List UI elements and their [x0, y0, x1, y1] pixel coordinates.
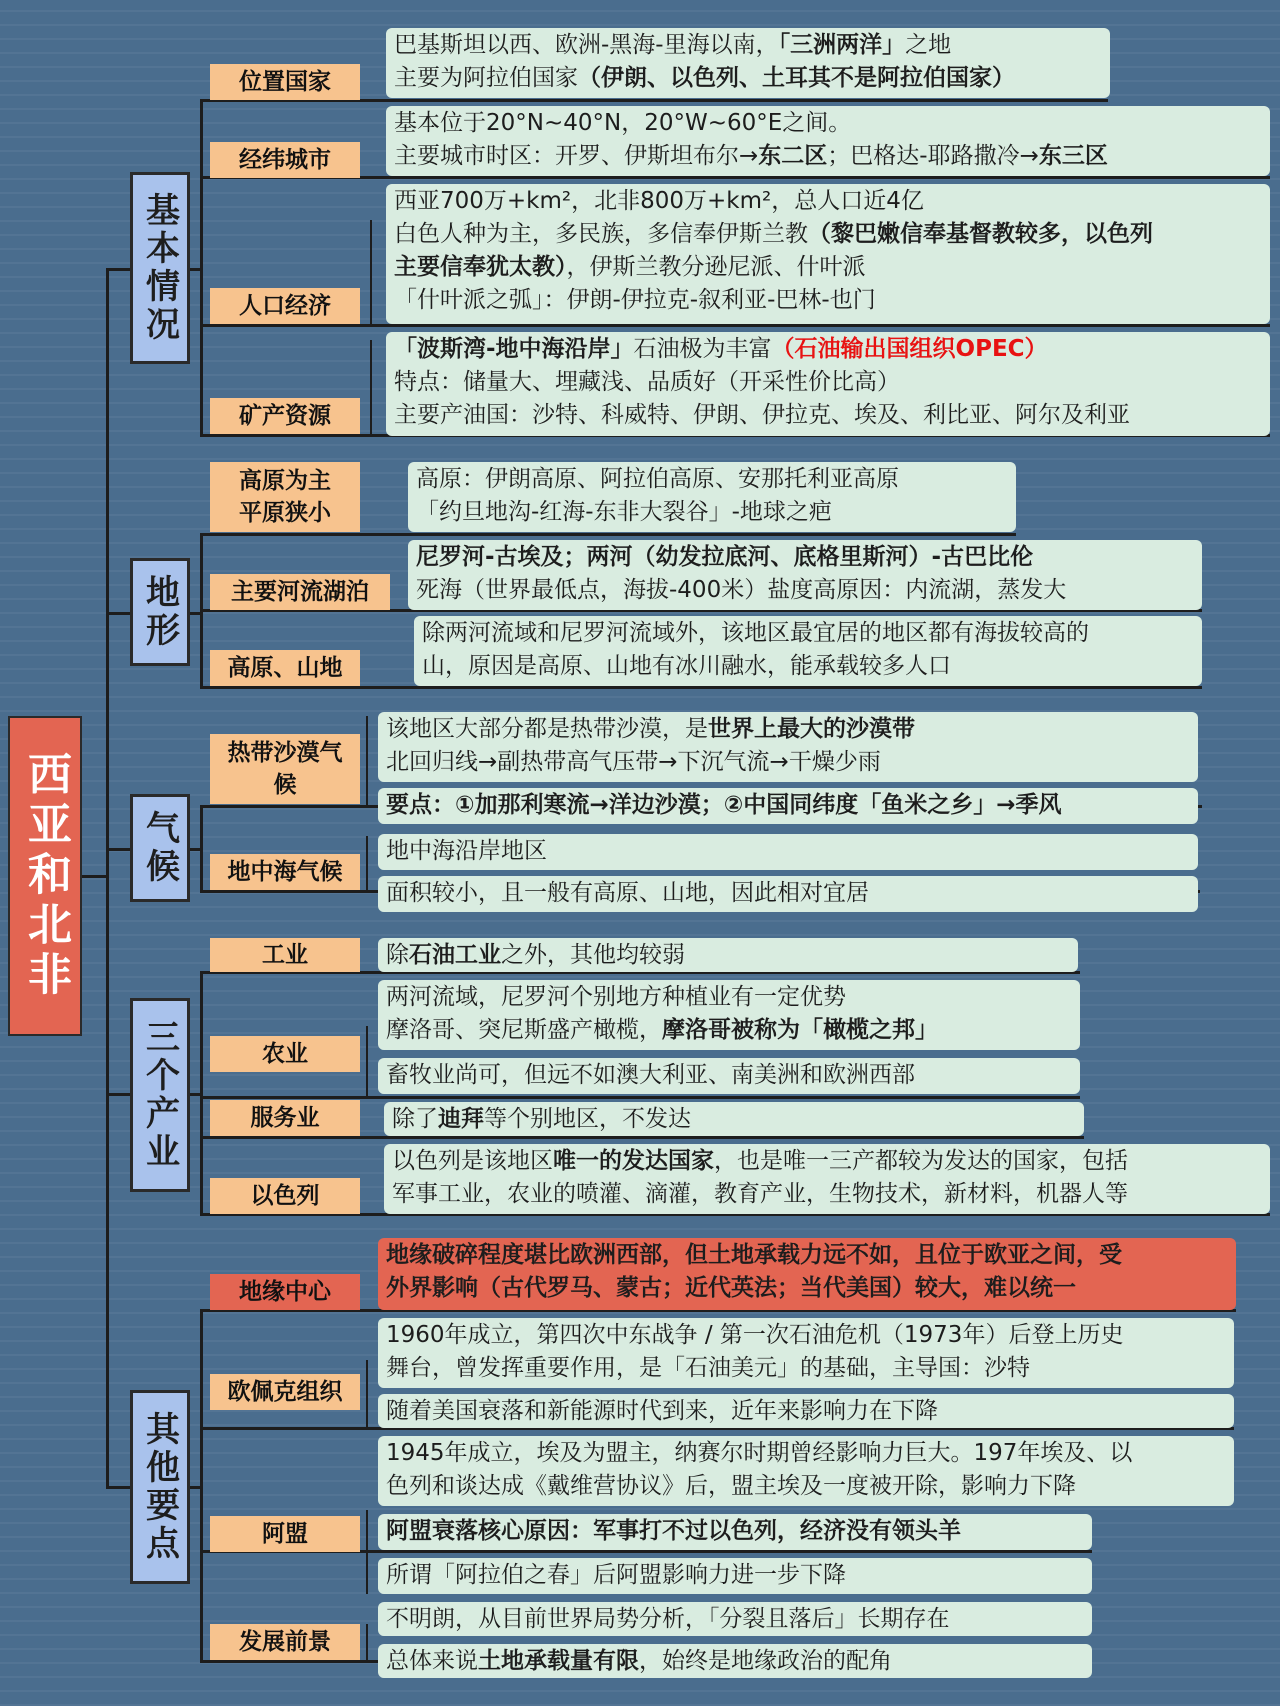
sub-desert-line-1: 热带沙漠气	[227, 740, 343, 766]
sub-israel: 以色列	[210, 1178, 360, 1214]
leaf-minerals-line-2: 特点：储量大、埋藏浅、品质好（开采性价比高）	[394, 369, 900, 395]
leaf-stem-opec	[366, 1360, 368, 1430]
leaf-population-line-2: 白色人种为主，多民族，多信奉伊斯兰教（黎巴嫩信奉基督教较多，以色列	[394, 221, 1153, 247]
leaf-outlook-summary-line: 总体来说土地承载量有限，始终是地缘政治的配角	[386, 1648, 892, 1674]
leaf-israel	[384, 1144, 1270, 1214]
sub-population: 人口经济	[210, 288, 360, 324]
leaf-population-line-4: 「什叶派之弧」：伊朗-伊拉克-叙利亚-巴林-也门	[394, 287, 876, 313]
leaf-highlands-line-1: 除两河流域和尼罗河流域外，该地区最宜居的地区都有海拔较高的	[422, 620, 1089, 646]
sub-rivers: 主要河流湖泊	[210, 574, 390, 610]
sub-geopolitics: 地缘中心	[210, 1274, 360, 1310]
underline-highlands	[200, 686, 1202, 689]
leaf-opec-history	[378, 1318, 1234, 1388]
section-climate: 气候	[130, 794, 190, 902]
leaf-location-line-1: 巴基斯坦以西、欧洲-黑海-里海以南，「三洲两洋」之地	[394, 32, 952, 58]
leaf-desert-line-1: 该地区大部分都是热带沙漠，是世界上最大的沙漠带	[386, 716, 915, 742]
leaf-highlands-line-2: 山，原因是高原、山地有冰川融水，能承载较多人口	[422, 653, 951, 679]
sub-location: 位置国家	[210, 64, 360, 100]
section-other: 其他要点	[130, 1390, 190, 1584]
leaf-service-line: 除了迪拜等个别地区，不发达	[392, 1106, 691, 1132]
root-trunk	[106, 270, 109, 1488]
underline-population	[200, 324, 1270, 327]
branch-basic	[106, 268, 132, 271]
leaf-minerals-line-1: 「波斯湾-地中海沿岸」石油极为丰富（石油输出国组织OPEC）	[394, 336, 1048, 362]
leaf-livestock-line: 畜牧业尚可，但远不如澳大利亚、南美洲和欧洲西部	[386, 1062, 915, 1088]
leaf-outlook-summary	[378, 1644, 1092, 1678]
leaf-population-line-1: 西亚700万+km²，北非800万+km²，总人口近4亿	[394, 188, 924, 214]
leaf-arab-cause	[378, 1514, 1092, 1550]
branch-climate	[106, 848, 132, 851]
leaf-location-line-2: 主要为阿拉伯国家（伊朗、以色列、土耳其不是阿拉伯国家）	[394, 65, 1015, 91]
leaf-secondary	[378, 938, 1078, 972]
leaf-location	[386, 28, 1110, 98]
leaf-arab-cause-line: 阿盟衰落核心原因：军事打不过以色列，经济没有领头羊	[386, 1518, 961, 1544]
sub-outlook: 发展前景	[210, 1624, 360, 1660]
leaf-mediterranean-region	[378, 834, 1198, 870]
leaf-agriculture	[378, 980, 1080, 1050]
leaf-stem-arab	[366, 1510, 368, 1594]
underline-plateau	[200, 533, 1016, 536]
sub-plateau-line-2: 平原狭小	[239, 500, 331, 526]
leaf-desert	[378, 712, 1198, 782]
sub-mediterranean: 地中海气候	[210, 854, 360, 890]
leaf-arab-spring-line: 所谓「阿拉伯之春」后阿盟影响力进一步下降	[386, 1562, 846, 1588]
leaf-opec-history-line-2: 舞台，曾发挥重要作用，是「石油美元」的基础，主导国：沙特	[386, 1355, 1030, 1381]
leaf-geopolitics-line-2: 外界影响（古代罗马、蒙古；近代英法；当代美国）较大，难以统一	[386, 1275, 1076, 1301]
leaf-mediterranean-region-line: 地中海沿岸地区	[386, 838, 547, 864]
section-terrain: 地形	[130, 558, 190, 666]
leaf-plateau	[408, 462, 1016, 532]
leaf-arab-history-line-2: 色列和谈达成《戴维营协议》后，盟主埃及一度被开除，影响力下降	[386, 1473, 1076, 1499]
leaf-desert-line-2: 北回归线→副热带高气压带→下沉气流→干燥少雨	[386, 749, 881, 775]
leaf-rivers	[408, 540, 1202, 610]
leaf-arab-history-line-1: 1945年成立，埃及为盟主，纳赛尔时期曾经影响力巨大。197年埃及、以	[386, 1440, 1133, 1466]
leaf-coords-line-1: 基本位于20°N~40°N，20°W~60°E之间。	[394, 110, 852, 136]
leaf-secondary-line: 除石油工业之外，其他均较弱	[386, 942, 685, 968]
sub-service: 服务业	[210, 1100, 360, 1136]
spine-basic-link	[190, 268, 202, 271]
underline-agriculture	[200, 1096, 1080, 1099]
underline-coords	[200, 176, 1270, 179]
leaf-minerals	[386, 332, 1270, 436]
sub-desert-line-2: 候	[273, 772, 297, 798]
leaf-stem-mediterranean	[366, 836, 368, 892]
sub-plateau	[210, 462, 360, 532]
leaf-rivers-line-2: 死海（世界最低点，海拔-400米）盐度高原因：内流湖，蒸发大	[416, 577, 1067, 603]
sub-opec: 欧佩克组织	[210, 1374, 360, 1410]
sub-coords: 经纬城市	[210, 142, 360, 178]
leaf-arab-history	[378, 1436, 1234, 1506]
branch-other	[106, 1486, 132, 1489]
leaf-population	[386, 184, 1270, 324]
leaf-coords	[386, 106, 1270, 176]
spine-terrain-link	[190, 612, 202, 615]
leaf-mediterranean-livability	[378, 876, 1198, 912]
leaf-geopolitics	[378, 1238, 1236, 1310]
leaf-highlands	[414, 616, 1202, 686]
leaf-stem-outlook	[366, 1624, 368, 1662]
leaf-agriculture-line-2: 摩洛哥、突尼斯盛产橄榄，摩洛哥被称为「橄榄之邦」	[386, 1017, 938, 1043]
leaf-stem-minerals	[370, 340, 372, 436]
spine-climate-link	[190, 848, 202, 851]
branch-terrain	[106, 612, 132, 615]
leaf-opec-decline	[378, 1394, 1234, 1428]
leaf-arab-spring	[378, 1558, 1092, 1594]
leaf-israel-line-2: 军事工业，农业的喷灌、滴灌，教育产业，生物技术，新材料，机器人等	[392, 1181, 1128, 1207]
sub-arab-league: 阿盟	[210, 1516, 360, 1552]
branch-industry	[106, 1093, 132, 1096]
leaf-plateau-line-1: 高原：伊朗高原、阿拉伯高原、安那托利亚高原	[416, 466, 899, 492]
leaf-livestock	[378, 1058, 1080, 1094]
leaf-outlook-unclear-line: 不明朗，从目前世界局势分析，「分裂且落后」长期存在	[386, 1606, 950, 1632]
sub-secondary: 工业	[210, 938, 360, 972]
leaf-service	[384, 1102, 1084, 1136]
leaf-opec-decline-line: 随着美国衰落和新能源时代到来，近年来影响力在下降	[386, 1398, 938, 1424]
leaf-coords-line-2: 主要城市时区：开罗、伊斯坦布尔→东二区；巴格达-耶路撒冷→东三区	[394, 143, 1108, 169]
leaf-stem-desert	[366, 716, 368, 808]
sub-desert	[210, 734, 360, 804]
leaf-geopolitics-line-1: 地缘破碎程度堪比欧洲西部，但土地承载力远不如，且位于欧亚之间，受	[386, 1242, 1122, 1268]
sub-agriculture: 农业	[210, 1036, 360, 1072]
sub-highlands: 高原、山地	[210, 650, 360, 686]
leaf-opec-history-line-1: 1960年成立，第四次中东战争 / 第一次石油危机（1973年）后登上历史	[386, 1322, 1124, 1348]
root-title: 西亚和北非	[8, 716, 82, 1036]
leaf-israel-line-1: 以色列是该地区唯一的发达国家，也是唯一三产都较为发达的国家，包括	[392, 1148, 1128, 1174]
leaf-desert-keypoint-line: 要点：①加那利寒流→洋边沙漠；②中国同纬度「鱼米之乡」→季风	[386, 792, 1062, 818]
spine-other-link	[190, 1486, 202, 1489]
leaf-agriculture-line-1: 两河流域，尼罗河个别地方种植业有一定优势	[386, 984, 846, 1010]
leaf-stem-agriculture	[366, 1026, 368, 1098]
leaf-minerals-line-3: 主要产油国：沙特、科威特、伊朗、伊拉克、埃及、利比亚、阿尔及利亚	[394, 402, 1130, 428]
leaf-desert-keypoint	[378, 788, 1198, 824]
leaf-mediterranean-livability-line: 面积较小，且一般有高原、山地，因此相对宜居	[386, 880, 869, 906]
sub-plateau-line-1: 高原为主	[239, 468, 331, 494]
root-connector	[82, 875, 108, 878]
leaf-stem-population	[370, 220, 372, 326]
section-industry: 三个产业	[130, 998, 190, 1192]
leaf-outlook-unclear	[378, 1602, 1092, 1636]
leaf-plateau-line-2: 「约旦地沟-红海-东非大裂谷」-地球之疤	[416, 499, 832, 525]
leaf-population-line-3: 主要信奉犹太教），伊斯兰教分逊尼派、什叶派	[394, 254, 866, 280]
underline-service	[200, 1136, 1084, 1139]
leaf-rivers-line-1: 尼罗河-古埃及；两河（幼发拉底河、底格里斯河）-古巴比伦	[416, 544, 1034, 570]
section-basic: 基本情况	[130, 172, 190, 364]
sub-minerals: 矿产资源	[210, 398, 360, 434]
